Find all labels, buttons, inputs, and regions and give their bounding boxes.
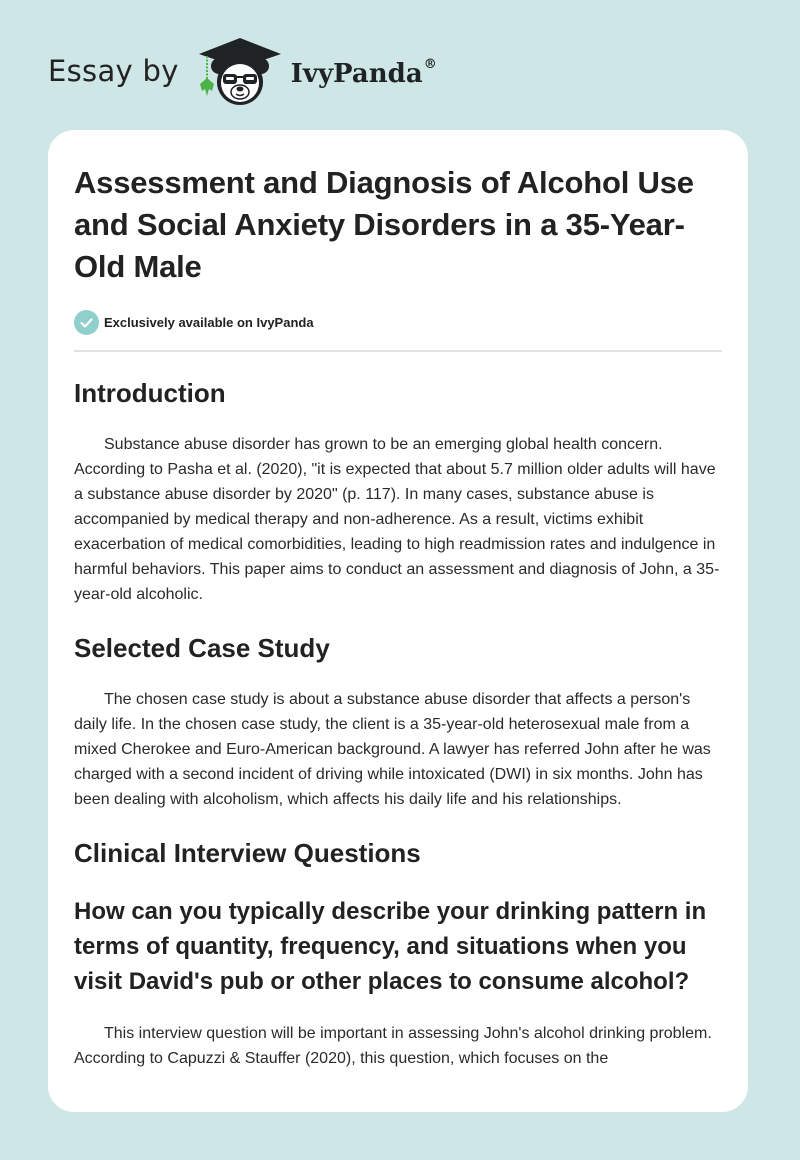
essay-by-label: Essay by (48, 54, 179, 88)
section-paragraph-case-study: The chosen case study is about a substance abuse disorder that affects a person's daily life. In the chosen case study, the client is a 35-year-old heterosexual male from a mixed Cherokee and Euro-American background. A lawyer has referred John after he was charged with a second incident of driving while intoxicated (DWI) in six months. John has been dealing with alcoholism, which affects his daily life and his relationships. (74, 691, 711, 808)
section-paragraph-introduction: Substance abuse disorder has grown to be an emerging global health concern. According to Pasha et al. (2020), "it is expected that about 5.7 million older adults will have a substance abuse disorder by 2020" (p. 117). In many cases, substance abuse is accompanied by medical therapy and non-adherence. As a result, victims exhibit exacerbation of medical comorbidities, leading to high readmission rates and indulgence in harmful behaviors. This paper aims to conduct an assessment and diagnosis of John, a 35-year-old alcoholic. (74, 436, 720, 603)
page-title: Assessment and Diagnosis of Alcohol Use and Social Anxiety Disorders in a 35-Year-Old Male (74, 165, 694, 284)
exclusive-label: Exclusively available on IvyPanda (104, 315, 314, 330)
brand-name: IvyPanda (290, 59, 423, 89)
divider (74, 350, 722, 352)
essay-card (48, 130, 748, 1112)
exclusive-badge (74, 310, 722, 335)
interview-question-paragraph: This interview question will be important in assessing John's alcohol drinking problem. According to Capuzzi & Stauffer (2020), this question, which focuses on the (74, 1025, 712, 1067)
site-header (48, 36, 437, 108)
section-heading-interview-questions: Clinical Interview Questions (74, 838, 421, 868)
brand-logo[interactable] (291, 59, 437, 89)
interview-question-heading: How can you typically describe your drinking pattern in terms of quantity, frequency, and situations when you visit David's pub or other places to consume alcohol? (74, 898, 707, 995)
registered-mark: ® (423, 57, 437, 73)
section-heading-case-study: Selected Case Study (74, 633, 330, 663)
section-heading-introduction: Introduction (74, 378, 226, 408)
panda-graduate-icon[interactable] (197, 36, 283, 108)
check-icon (74, 310, 99, 335)
